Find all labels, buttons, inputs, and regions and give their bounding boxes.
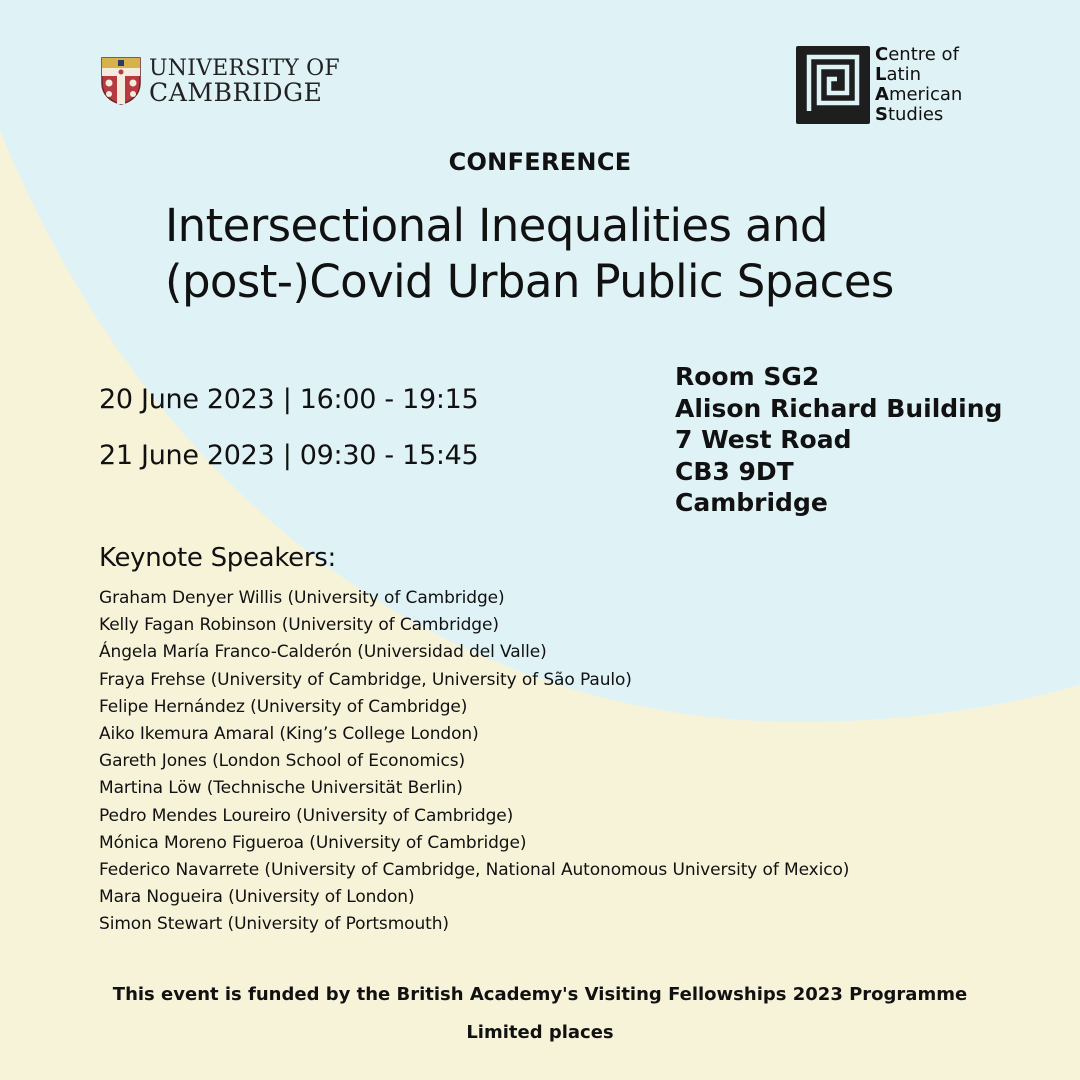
venue-line: CB3 9DT bbox=[675, 456, 794, 486]
speaker-item: Federico Navarrete (University of Cambridge, National Autonomous University of Mexico) bbox=[99, 860, 850, 881]
speaker-item: Pedro Mendes Loureiro (University of Cambridge) bbox=[99, 805, 514, 826]
speaker-item: Felipe Hernández (University of Cambridge) bbox=[99, 696, 468, 717]
clas-logo bbox=[795, 45, 962, 125]
clas-line: Studies bbox=[875, 104, 944, 125]
limited-places-note: Limited places bbox=[466, 1022, 614, 1043]
clas-logo-text bbox=[875, 45, 962, 125]
speaker-item: Fraya Frehse (University of Cambridge, University of São Paulo) bbox=[99, 669, 632, 690]
greek-key-spiral-icon bbox=[795, 45, 871, 125]
speaker-item: Mara Nogueira (University of London) bbox=[99, 887, 415, 908]
clas-line: Latin bbox=[875, 64, 921, 85]
venue-address bbox=[675, 361, 1002, 519]
speaker-item: Graham Denyer Willis (University of Cambridge) bbox=[99, 588, 505, 608]
cambridge-crest-icon bbox=[101, 57, 141, 105]
speaker-item: Gareth Jones (London School of Economics) bbox=[99, 751, 466, 772]
event-title-line1: Intersectional Inequalities and bbox=[165, 199, 828, 252]
event-date-day1: 20 June 2023 | 16:00 - 19:15 bbox=[99, 384, 479, 415]
speaker-item: Kelly Fagan Robinson (University of Cambridge) bbox=[99, 615, 499, 636]
venue-line: 7 West Road bbox=[675, 425, 852, 454]
conference-label: CONFERENCE bbox=[448, 148, 632, 176]
venue-line: Cambridge bbox=[675, 488, 828, 517]
speaker-item: Simon Stewart (University of Portsmouth) bbox=[99, 914, 449, 935]
event-title-line2: (post-)Covid Urban Public Spaces bbox=[165, 255, 894, 308]
event-date-day2: 21 June 2023 | 09:30 - 15:45 bbox=[99, 440, 479, 471]
clas-line: American bbox=[875, 84, 963, 105]
keynote-heading: Keynote Speakers: bbox=[99, 543, 336, 573]
speaker-list bbox=[99, 585, 849, 939]
speaker-item: Ángela María Franco-Calderón (Universidad del Valle) bbox=[99, 642, 547, 663]
clas-line: Centre of bbox=[875, 44, 959, 65]
venue-line: Alison Richard Building bbox=[675, 393, 1003, 423]
event-title bbox=[165, 198, 894, 310]
cambridge-logo-line1: UNIVERSITY OF bbox=[149, 56, 340, 81]
cambridge-logo-line2: CAMBRIDGE bbox=[149, 78, 323, 107]
speaker-item: Aiko Ikemura Amaral (King’s College London) bbox=[99, 724, 479, 745]
speaker-item: Martina Löw (Technische Universität Berlin) bbox=[99, 778, 463, 799]
speaker-item: Mónica Moreno Figueroa (University of Cambridge) bbox=[99, 832, 527, 853]
funding-note: This event is funded by the British Academy's Visiting Fellowships 2023 Programme bbox=[112, 984, 968, 1005]
cambridge-logo bbox=[101, 57, 340, 105]
venue-line: Room SG2 bbox=[675, 362, 820, 391]
